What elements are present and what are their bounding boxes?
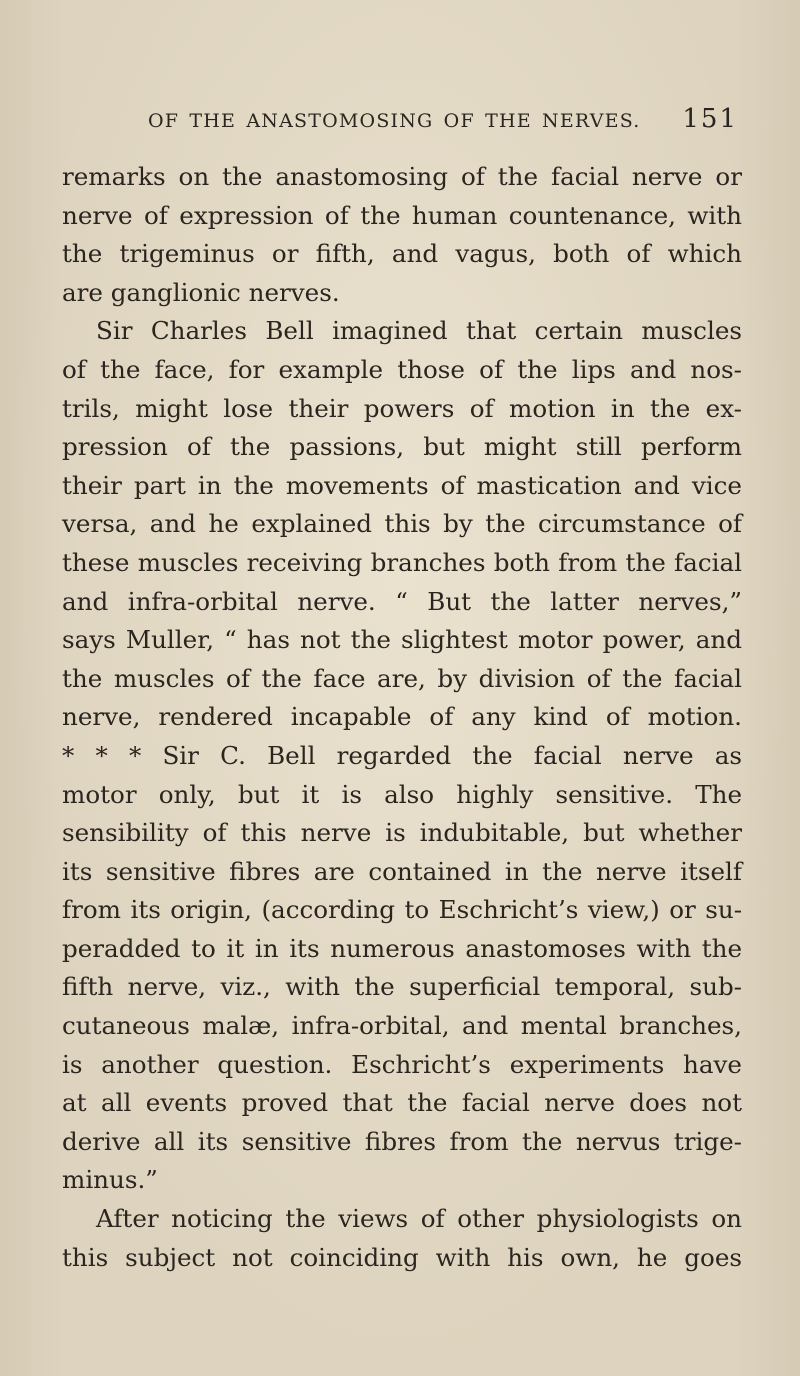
- text-line: are ganglionic nerves.: [62, 277, 340, 307]
- text-line: versa, and he explained this by the circumstance of: [62, 509, 742, 539]
- text-line: minus.”: [62, 1165, 158, 1195]
- text-line: is another question. Eschricht’s experiments have: [62, 1049, 742, 1079]
- text-line: cutaneous malæ, infra-orbital, and mental branches,: [62, 1011, 742, 1041]
- text-line: pression of the passions, but might still perform: [62, 432, 742, 462]
- text-line: at all events proved that the facial nerve does not: [62, 1088, 742, 1118]
- text-line: and infra-orbital nerve. “ But the latter nerves,”: [62, 586, 742, 616]
- text-line: sensibility of this nerve is indubitable, but whether: [62, 818, 742, 848]
- text-line: trils, might lose their powers of motion in the ex-: [62, 393, 742, 423]
- text-line: fifth nerve, viz., with the superficial temporal, sub-: [62, 972, 742, 1002]
- text-line: from its origin, (according to Eschricht’s view,) or su-: [62, 895, 742, 925]
- text-line: the muscles of the face are, by division of the facial: [62, 663, 742, 693]
- text-line: its sensitive fibres are contained in the nerve itself: [62, 856, 742, 886]
- text-line: says Muller, “ has not the slightest motor power, and: [62, 625, 742, 655]
- text-line: * * * Sir C. Bell regarded the facial nerve as: [62, 740, 742, 770]
- text-line: peradded to it in its numerous anastomoses with the: [62, 933, 742, 963]
- running-title: OF THE ANASTOMOSING OF THE NERVES.: [148, 110, 641, 132]
- text-line: nerve, rendered incapable of any kind of motion.: [62, 702, 742, 732]
- text-line: After noticing the views of other physiologists on: [96, 1204, 742, 1234]
- running-header: [148, 104, 738, 134]
- text-line: Sir Charles Bell imagined that certain muscles: [96, 316, 742, 346]
- page-number: 151: [682, 104, 738, 134]
- text-line: the trigeminus or fifth, and vagus, both of which: [62, 239, 742, 269]
- text-line: this subject not coinciding with his own, he goes: [62, 1242, 742, 1272]
- text-line: motor only, but it is also highly sensitive. The: [62, 779, 742, 809]
- text-line: remarks on the anastomosing of the facial nerve or: [62, 162, 742, 191]
- text-line: nerve of expression of the human countenance, with: [62, 200, 742, 230]
- text-line: these muscles receiving branches both from the facial: [62, 547, 742, 577]
- text-line: derive all its sensitive fibres from the nervus trige-: [62, 1126, 742, 1156]
- text-line: their part in the movements of mastication and vice: [62, 470, 742, 500]
- body-text: [62, 158, 742, 1277]
- text-line: of the face, for example those of the lips and nos-: [62, 354, 742, 384]
